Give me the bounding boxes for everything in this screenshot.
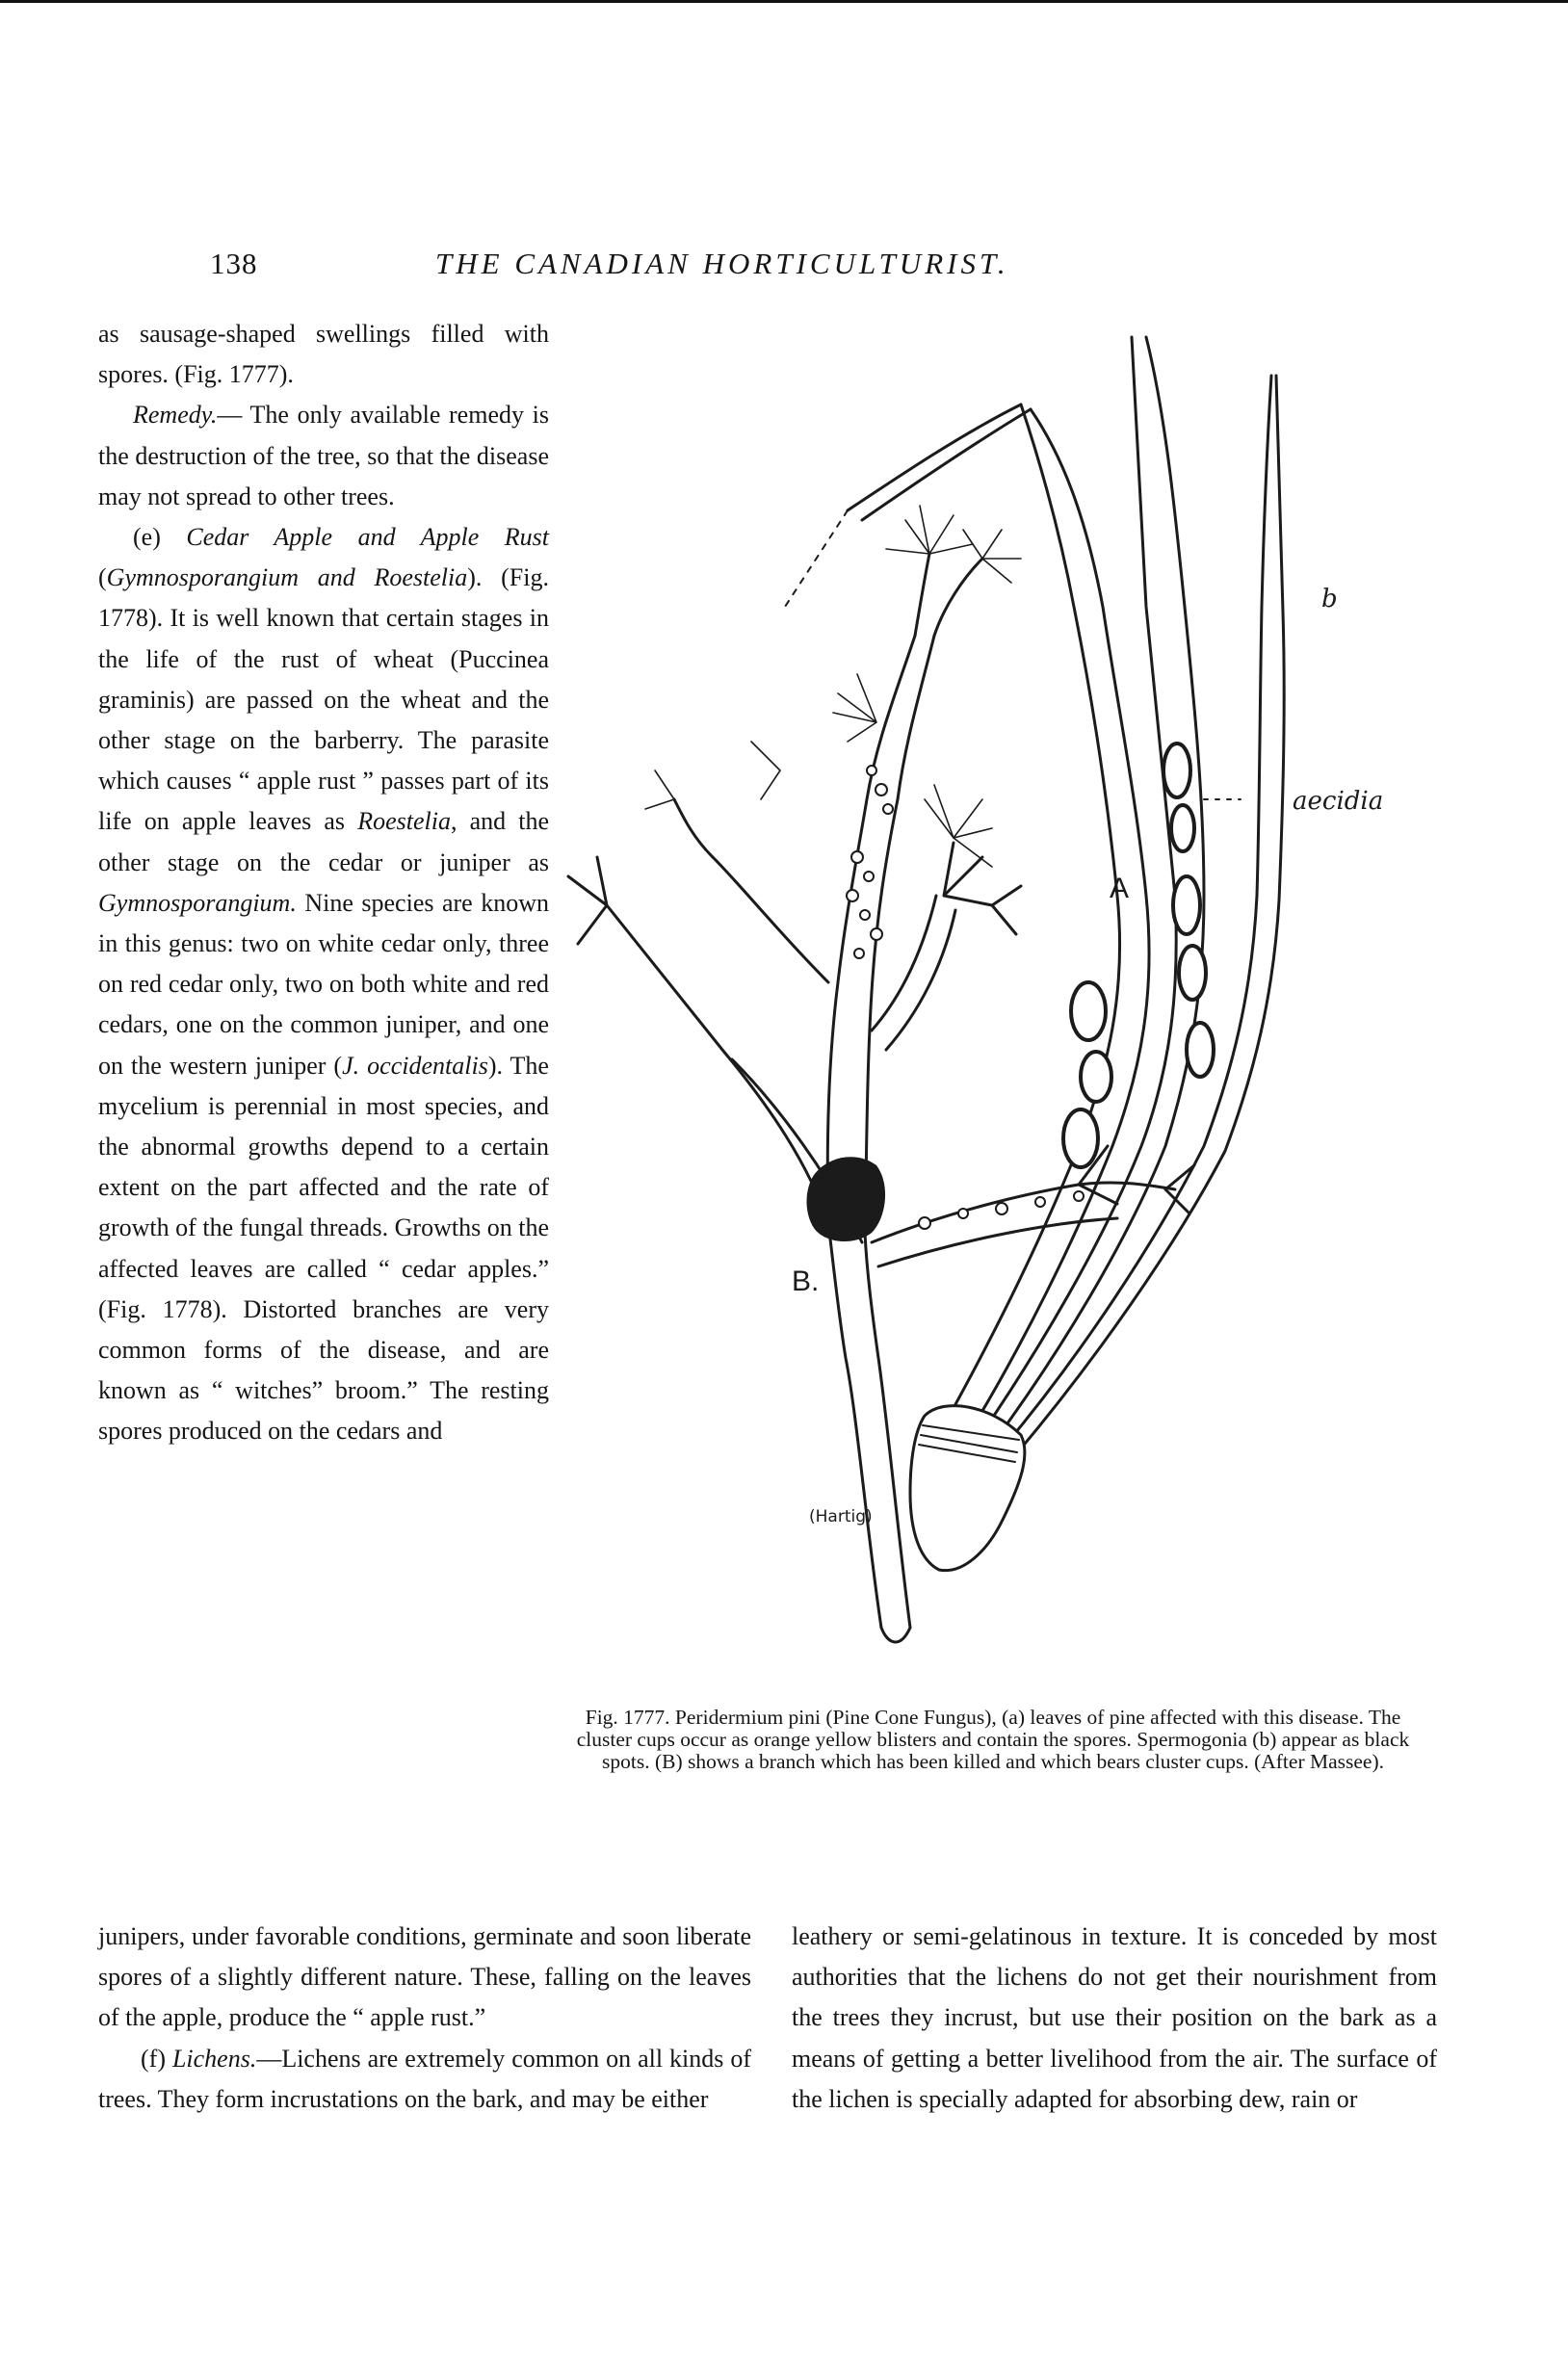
paragraph-leathery [792, 1917, 1437, 2120]
paragraph-remedy [98, 395, 549, 517]
paragraph-text: ). The mycelium is perennial in most species, and the abnormal growths depend to a certain extent on the part affected and the rate of growth of the fungal threads. Growths on the affected leaves are called “ cedar apples.” (Fig. 1778). Distorted branches are very common forms of the disease, and are known as “ witches” broom.” The resting spores produced on the cedars and [98, 1051, 549, 1446]
roestelia-term: Roestelia [357, 807, 451, 836]
paren-open: ( [98, 563, 107, 592]
species-names: Gymnosporangium and Roestelia [106, 563, 468, 592]
paragraph-text: —Lichens are extremely common on all kinds of trees. They form incrustations on the bark, and may be either [98, 2044, 751, 2113]
paragraph-swellings [98, 314, 549, 395]
paragraph-text: , and the other stage on the cedar or juniper as [98, 807, 549, 876]
gymnosporangium-term: Gymnosporangium. [98, 888, 297, 917]
cluster-cups-b [836, 766, 1084, 1229]
needle-sheath [910, 1406, 1025, 1571]
paragraph-text: ). (Fig. 1778). It is well known that certain stages in the life of the rust of wheat (Puccinea graminis) are passed on the wheat and the other stage on the barberry. The parasite which causes “ apple rust ” passes part of its life on apple leaves as [98, 563, 549, 836]
top-border-rule [0, 0, 1568, 3]
hartig-credit: (Hartig) [809, 1507, 873, 1526]
branch-b-needles [645, 506, 1021, 867]
running-title: THE CANADIAN HORTICULTURIST. [435, 247, 1009, 280]
page-number: 138 [210, 247, 258, 280]
label-aecidia: aecidia [1293, 787, 1384, 816]
remedy-label: Remedy. [133, 401, 218, 430]
paragraph-junipers [98, 1917, 751, 2039]
paragraph-text: Nine species are known in this genus: two on white cedar only, three on red cedar only, two on both white and red cedars, one on the common juniper, and one on the western juniper ( [98, 888, 549, 1080]
paragraph-lichens [98, 2039, 751, 2120]
paragraph-text: as sausage-shaped swellings filled with spores. (Fig. 1777). [98, 320, 549, 389]
paragraph-text: junipers, under favorable conditions, germinate and soon liberate spores of a slightly different nature. These, falling on the leaves of the apple, produce the “ apple rust.” [98, 1922, 751, 2032]
label-a: A [1110, 873, 1130, 904]
lichens-label: Lichens. [171, 2044, 257, 2073]
occidentalis-term: J. occidentalis [342, 1051, 488, 1080]
remedy-text: — The only available remedy is the destruction of the tree, so that the disease may not spread to other trees. [98, 401, 549, 510]
label-small-b: b [1321, 585, 1338, 613]
cone-stub-leader-line [785, 510, 848, 607]
left-column [98, 314, 549, 1452]
paragraph-cedar-apple [98, 517, 549, 1452]
needle-cluster-a [848, 337, 1284, 1454]
bottom-left-column [98, 1917, 751, 2120]
section-heading: Cedar Apple and Apple Rust [186, 523, 550, 552]
bottom-right-column [792, 1917, 1437, 2120]
pine-fungus-illustration [539, 318, 1445, 1705]
section-marker: (e) [133, 523, 187, 552]
figure-caption: Fig. 1777. Peridermium pini (Pine Cone Fungus), (a) leaves of pine affected with this disease. The cluster cups occur as orange yellow blisters and contain the spores. Spermogonia (b) appear as black spots. (B) shows a branch which has been killed and which bears cluster cups. (After Massee). [576, 1706, 1410, 1773]
label-b: B. [792, 1265, 820, 1297]
paragraph-text: leathery or semi-gelatinous in texture. It is conceded by most authorities that the lichens do not get their nourishment from the trees they incrust, but use their position on the bark as a means of getting a better livelihood from the air. The surface of the lichen is specially adapted for absorbing dew, rain or [792, 1922, 1437, 2113]
section-marker: (f) [141, 2044, 172, 2073]
aecidia-blisters [1063, 744, 1214, 1167]
page-header [0, 247, 1568, 285]
